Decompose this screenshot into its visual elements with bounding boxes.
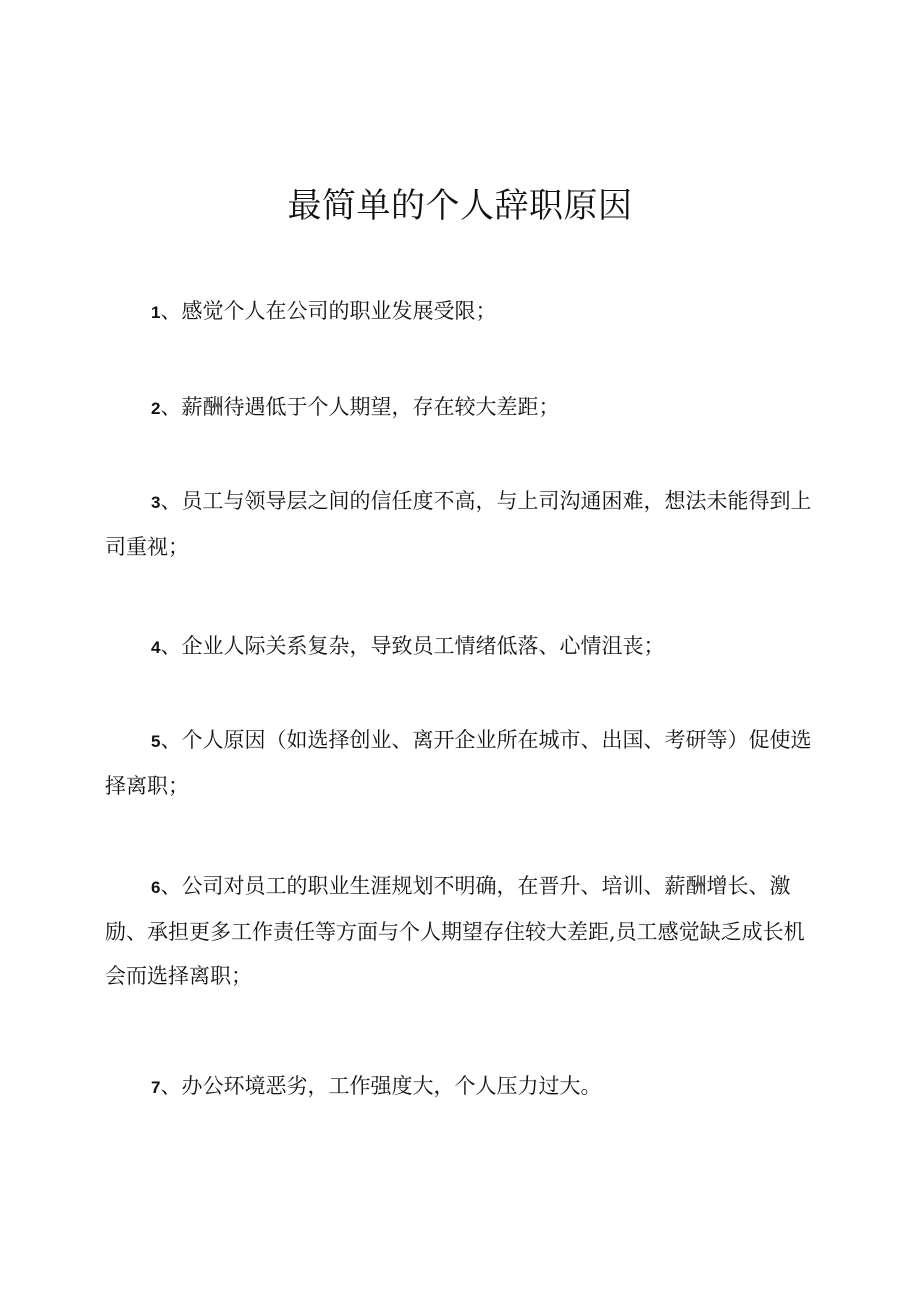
document-title: 最简单的个人辞职原因	[287, 186, 633, 226]
item-number: 1	[151, 303, 161, 322]
reason-item-5	[105, 718, 820, 808]
item-text: 、员工与领导层之间的信任度不高，与上司沟通困难，想法未能得到上司重视；	[105, 489, 812, 559]
item-text: 、薪酬待遇低于个人期望，存在较大差距；	[160, 395, 560, 419]
item-number: 6	[151, 878, 161, 897]
reason-item-7	[105, 1064, 820, 1110]
item-text: 、个人原因（如选择创业、离开企业所在城市、出国、考研等）促使选择离职；	[105, 728, 812, 798]
reason-item-1	[105, 289, 820, 335]
item-number: 3	[151, 493, 161, 512]
item-text: 、企业人际关系复杂，导致员工情绪低落、心情沮丧；	[160, 634, 665, 658]
reason-item-6	[105, 864, 820, 998]
item-number: 7	[151, 1078, 161, 1097]
item-text: 、办公环境恶劣，工作强度大，个人压力过大。	[160, 1074, 602, 1098]
reason-item-3	[105, 479, 820, 569]
item-text: 、感觉个人在公司的职业发展受限；	[160, 299, 497, 323]
reason-item-4	[105, 624, 820, 670]
item-number: 5	[151, 732, 161, 751]
reason-item-2	[105, 385, 820, 431]
item-number: 2	[151, 399, 161, 418]
item-number: 4	[151, 638, 161, 657]
item-text: 、公司对员工的职业生涯规划不明确，在晋升、培训、薪酬增长、激励、承担更多工作责任等方面与个人期望存住较大差距,员工感觉缺乏成长机会而选择离职；	[105, 874, 805, 988]
